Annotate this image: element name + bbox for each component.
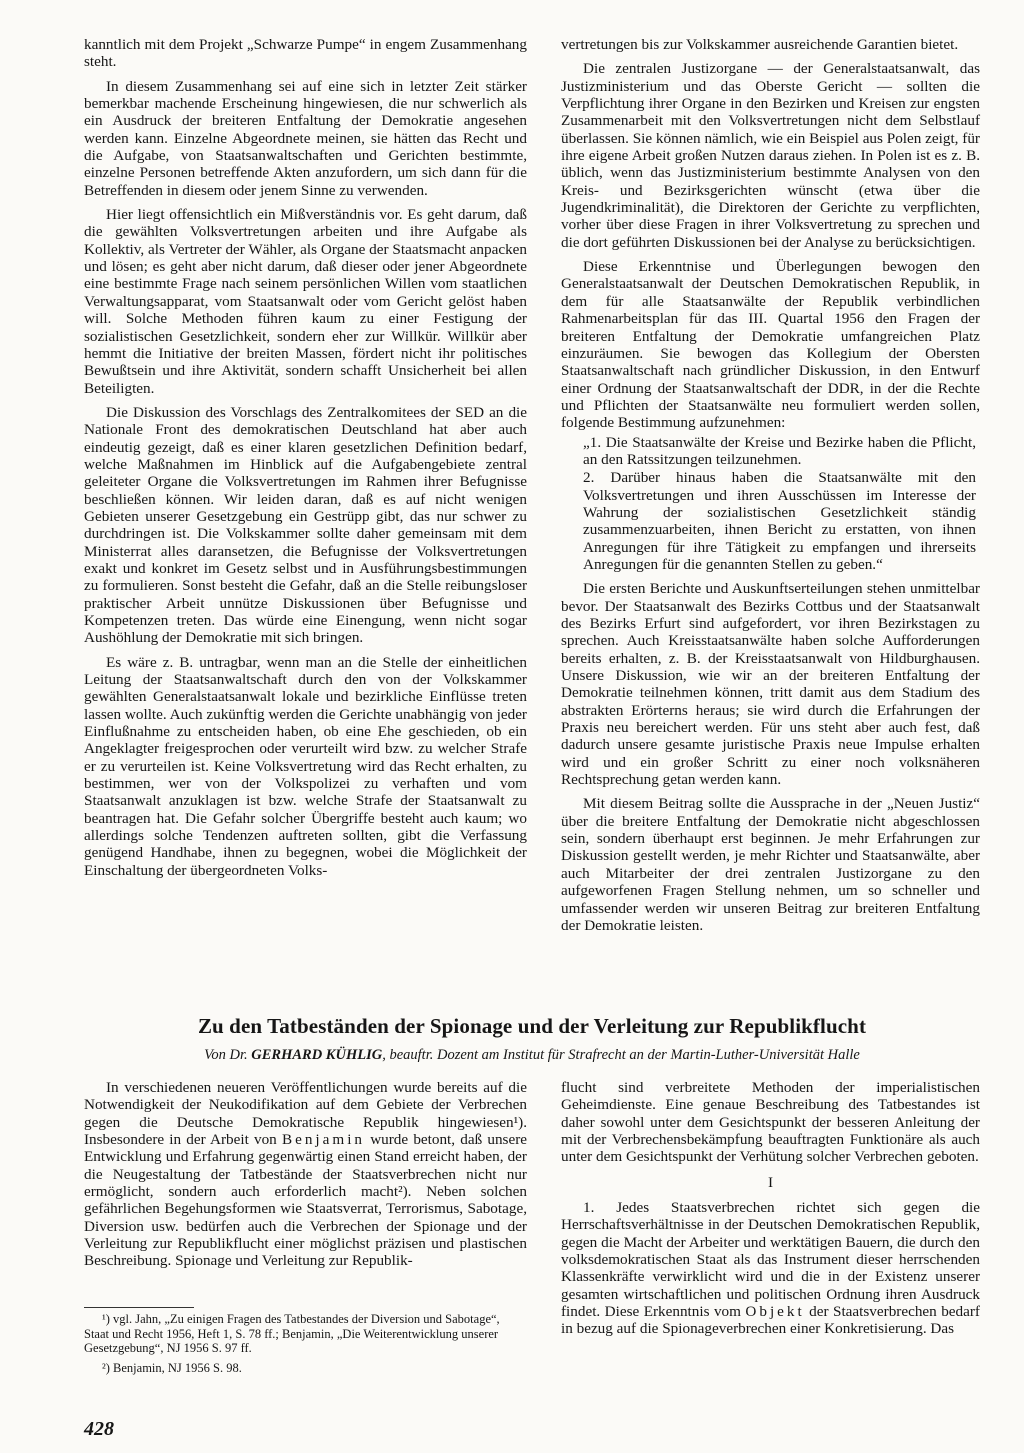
article-title: Zu den Tatbeständen der Spionage und der Verleitung zur Republikflucht (197, 1014, 867, 1038)
footnote: ²) Benjamin, NJ 1956 S. 98. (102, 1360, 242, 1375)
paragraph: Hier liegt offensichtlich ein Mißverständnis vor. Es geht darum, daß die gewählten Volksvertretungen arbeiten und ihre Aufgabe als Kollektiv, als Vertreter der Wähler, als Organe der Staatsmacht anpacken und lösen; es geht aber nicht darum, daß dieser oder jener Abgeordnete eine bestimmte Frage nach seinem persönlichen Willen vom staatlichen Verwaltungsapparat, vom Staatsanwalt oder vom Gericht gelöst haben will. Solche Methoden führen kaum zu einer Festigung der sozialistischen Gesetzlichkeit, sondern eher zur Willkür. Willkür aber hemmt die Initiative der breiten Massen, fördert nicht ihr politisches Bewußtsein und ihre Aktivität, sondern schafft Unsicherheit bei allen Beteiligten. (84, 206, 527, 397)
text-run: wurde betont, daß unsere Entwicklung und Erfahrung gegenwärtig einen Stand erreicht haben, der die Neugestaltung der Tatbestände der Staatsverbrechen nicht nur ermöglicht, sondern auch erforderlich macht²). Neben solchen gefährlichen Begehungsformen wie Staatsverrat, Terrorismus, Sabotage, Diversion usw. bedürfen auch die Verbrechen der Spionage und der Verleitung zur Republikflucht einer möglichst präzisen und plastischen Beschreibung. Spionage und Verleitung zur Republik- (84, 1131, 527, 1270)
byline-prefix: Von Dr. (204, 1047, 252, 1063)
text-run: der Staatsverbrechen bedarf in bezug auf die Spionageverbrechen einer Konkretisierung. Das (561, 1303, 980, 1338)
column-3 (84, 1079, 527, 1270)
text-run: In verschiedenen neueren Veröffentlichungen wurde bereits auf die Notwendigkeit der Neukodifikation auf dem Gebiete der Verbrechen gegen die Deutsche Demokratische Republik hingewiesen¹). Insbesondere in der Arbeit von (84, 1079, 527, 1149)
paragraph: Die Diskussion des Vorschlags des Zentralkomitees der SED an die Nationale Front des demokratischen Deutschland hat aber auch eindeutig gezeigt, daß es einer klaren gesetzlichen Definition bedarf, welche Maßnahmen im Hinblick auf die Aufgabengebiete zentral geleiteter Organe die Volksvertretungen im Rahmen ihrer Befugnisse beschließen können. Wir leiden daran, daß es auf nicht wenigen Gebieten unserer Gesetzgebung ein Gestrüpp gibt, das nur schwer zu durchdringen ist. Die Volkskammer sollte daher gemeinsam mit dem Ministerrat alles daransetzen, die Befugnisse der Volksvertretungen exakt und konkret im Gesetz selbst und in Ausführungsbestimmungen zu formulieren. Sonst besteht die Gefahr, daß an die Stelle reibungsloser praktischer Arbeit unnütze Diskussionen über Befugnisse und Kompetenzen treten. Das würde eine Einengung, wenn nicht sogar Aushöhlung der Demokratie mit sich bringen. (84, 403, 527, 647)
emphasized-name: Benjamin (281, 1131, 366, 1149)
author-name: GERHARD KÜHLIG (251, 1047, 383, 1063)
paragraph: Es wäre z. B. untragbar, wenn man an die Stelle der einheitlichen Leitung der Staatsanwaltschaft durch den von der Volkskammer gewählten Generalstaatsanwalt lokale und bezirkliche Einflüsse treten lassen wollte. Auch zukünftig werden die Gerichte unabhängig von jeder Einflußnahme zu entscheiden haben, ob eine Ehe geschieden, ob ein Angeklagter freigesprochen oder verurteilt wird bzw. zu welcher Strafe er zu verurteilen ist. Keine Volksvertretung wird das Recht erhalten, zu bestimmen, wer von der Volkspolizei zu verhaften und vom Staatsanwalt anzuklagen ist bzw. welche Strafe der Staatsanwalt zu beantragen hat. Die Gefahr solcher Übergriffe besteht auch kaum; wo allerdings solche Tendenzen auftreten sollten, gibt die Verfassung genügend Handhabe, ihnen zu begegnen, wobei die Möglichkeit der Einschaltung der übergeordneten Volks- (84, 653, 527, 879)
column-1 (84, 36, 527, 879)
quote-paragraph: „1. Die Staatsanwälte der Kreise und Bezirke haben die Pflicht, an den Ratssitzungen teilzunehmen. (583, 433, 976, 468)
page-number: 428 (84, 1418, 114, 1440)
section-heading: I (767, 1173, 774, 1191)
article-byline (84, 1047, 980, 1064)
paragraph: kanntlich mit dem Projekt „Schwarze Pumpe“ in engem Zusammenhang steht. (84, 36, 527, 71)
quote-paragraph: 2. Darüber hinaus haben die Staatsanwälte mit den Volksvertretungen und ihren Ausschüssen im Interesse der Wahrung der sozialistischen Gesetzlichkeit ständig zusammenzuarbeiten, ihnen Bericht zu erstatten, von ihnen Anregungen für ihre Tätigkeit zu empfangen und ihrerseits Anregungen für die genannten Stellen zu geben.“ (583, 469, 976, 573)
paragraph: In diesem Zusammenhang sei auf eine sich in letzter Zeit stärker bemerkbar machende Erscheinung hingewiesen, die nur schwerlich als ein Ausdruck der breiteren Entfaltung der Demokratie angesehen werden kann. Einzelne Abgeordnete meinen, sie hätten das Recht und die Aufgabe, von Staatsanwaltschaften und Gerichten bestimmte, einzelne Personen betreffende Akten anzufordern, um sich dann für die Betreffenden in diesem oder jenem Sinne zu verwenden. (84, 77, 527, 199)
paragraph: flucht sind verbreitete Methoden der imperialistischen Geheimdienste. Eine genaue Beschreibung des Tatbestandes ist daher sowohl unter dem Gesichtspunkt der besseren Anleitung der mit der Verbrechensbekämpfung beauftragten Funktionäre als auch unter dem Gesichtspunkt der Verhütung solcher Verbrechen geboten. (561, 1079, 980, 1166)
footnotes (84, 1312, 527, 1375)
footnote: ¹) vgl. Jahn, „Zu einigen Fragen des Tatbestandes der Diversion und Sabotage“, Staat und Recht 1956, Heft 1, S. 78 ff.; Benjamin, „Die Weiterentwicklung unserer Gesetzgebung“, NJ 1956 S. 97 ff. (84, 1312, 500, 1355)
paragraph: Diese Erkenntnise und Überlegungen bewogen den Generalstaatsanwalt der Deutschen Demokratischen Republik, in dem für alle Staatsanwälte der Republik verbindlichen Rahmenarbeitsplan für das III. Quartal 1956 den Fragen der breiteren Entfaltung der Demokratie umfangreichen Platz einzuräumen. Sie bewogen das Kollegium der Obersten Staatsanwaltschaft nach gründlicher Diskussion, in den Entwurf einer Ordnung der Staatsanwaltschaft der DDR, in der die Rechte und Pflichten der Staatsanwälte neu formuliert werden sollen, folgende Bestimmung aufzunehmen: (561, 258, 980, 432)
paragraph: vertretungen bis zur Volkskammer ausreichende Garantien bietet. (561, 36, 959, 53)
column-2 (561, 36, 980, 934)
column-4 (561, 1079, 980, 1338)
paragraph (561, 1199, 980, 1338)
paragraph: Mit diesem Beitrag sollte die Aussprache in der „Neuen Justiz“ über die breitere Entfaltung der Demokratie nicht abgeschlossen sein, sondern überhaupt erst beginnen. Je mehr Erfahrungen zur Diskussion gestellt werden, je mehr Richter und Staatsanwälte, aber auch Mitarbeiter der drei zentralen Justizorgane zu den aufgeworfenen Fragen Stellung nehmen, um so schneller und umfassender werden wir unseren Beitrag zur breiteren Entfaltung der Demokratie leisten. (561, 795, 980, 934)
paragraph: Die zentralen Justizorgane — der Generalstaatsanwalt, das Justizministerium und das Oberste Gericht — sollten die Verpflichtung ihrer Organe in den Bezirken und Kreisen zur engsten Zusammenarbeit mit den Volksvertretungen nicht dem Selbstlauf überlassen. Sie können nämlich, wie ein Beispiel aus Polen zeigt, für ihre eigene Arbeit großen Nutzen daraus ziehen. In Polen ist es z. B. üblich, wenn das Justizministerium bestimmte Analysen von den Kreis- und Bezirksgerichten wünscht (etwa über die Jugendkriminalität), die Direktoren der Gerichte zu verpflichten, vorher über diese Fragen in ihrer Volksvertretung zu sprechen und die dort geführten Diskussionen bei der Analyse zu berücksichtigen. (561, 60, 980, 251)
text-run: 1. Jedes Staatsverbrechen richtet sich gegen die Herrschaftsverhältnisse in der Deutschen Demokratischen Republik, gegen die Macht der Arbeiter und werktätigen Bauern, die durch den volksdemokratischen Staat als das Instrument dieser herrschenden Klassenkräfte verwirklicht wird und die in der Existenz unserer gesamten wirtschaftlichen und politischen Ordnung ihren Ausdruck findet. Diese Erkenntnis vom (561, 1199, 980, 1321)
footnote-divider (84, 1307, 194, 1308)
paragraph (84, 1079, 527, 1270)
emphasized-word: Objekt (745, 1303, 805, 1321)
byline-affiliation: , beauftr. Dozent am Institut für Strafrecht an der Martin-Luther-Universität Halle (382, 1047, 860, 1063)
paragraph: Die ersten Berichte und Auskunftserteilungen stehen unmittelbar bevor. Der Staatsanwalt des Bezirks Cottbus und der Staatsanwalt des Bezirks Erfurt sind aufgefordert, vor ihren Bezirkstagen zu sprechen. Auch Kreisstaatsanwälte haben solche Aufforderungen bereits erhalten, z. B. der Kreisstaatsanwalt von Hildburghausen. Unsere Diskussion, wie wir an der breiteren Entfaltung der Demokratie teilnehmen können, tritt damit aus dem Stadium des abstrakten Erörterns heraus; sie wird durch die Erfahrungen der Praxis neu bereichert werden. Für uns steht aber auch fest, daß dadurch unsere gesamte juristische Praxis neue Impulse erhalten wird und ein großer Schritt zu einer noch volksnäheren Rechtsprechung getan werden kann. (561, 580, 980, 789)
